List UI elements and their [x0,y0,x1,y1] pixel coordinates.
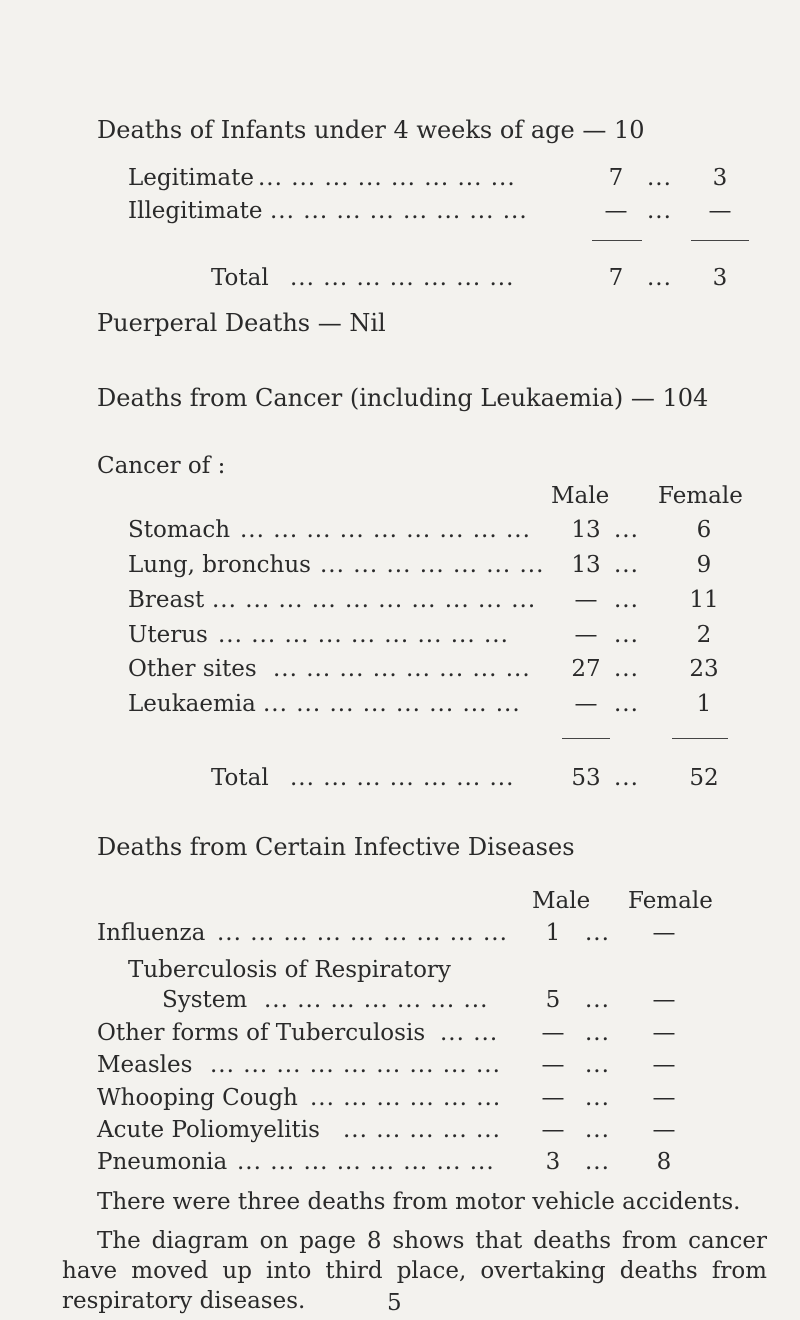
leader-dots: ... ... ... ... ... [343,1117,501,1143]
column-header-male: Male [551,483,610,509]
table-row [0,1051,800,1079]
total-label: Total [211,765,269,791]
row-value-female: — [652,1052,676,1078]
row-value-male: — [574,622,598,648]
puerperal-line: Puerperal Deaths — Nil [97,309,386,337]
row-label: Pneumonia [97,1149,228,1175]
leader-dots: ... [614,587,639,613]
row-label: Legitimate [128,165,254,191]
leader-dots: ... [585,1052,610,1078]
row-label: Other sites [128,656,257,682]
row-label: Leukaemia [128,691,256,717]
row-value-male: 13 [571,517,601,543]
total-rule [562,738,610,739]
total-rule [672,738,728,739]
leader-dots: ... [647,265,672,291]
table-row [0,655,800,683]
total-value-col2: 3 [712,265,728,291]
cancer-column-headers [0,482,800,510]
row-label: Uterus [128,622,208,648]
row-label: Illegitimate [128,198,263,224]
leader-dots: ... [614,691,639,717]
row-value-male: — [574,691,598,717]
leader-dots: ... ... ... ... ... ... ... ... [273,656,531,682]
paragraph-diagram: The diagram on page 8 shows that deaths from cancer have moved up into third place, overtaking deaths from respiratory diseases. [62,1228,767,1314]
leader-dots: ... [614,552,639,578]
leader-dots: ... [614,517,639,543]
cancer-total-row [0,764,800,792]
row-value-col2: 3 [712,165,728,191]
row-value-male: 5 [545,987,561,1013]
leader-dots: ... ... [440,1020,499,1046]
leader-dots: ... [647,198,672,224]
row-value-female: 8 [656,1149,672,1175]
row-value-col1: — [604,198,628,224]
row-label: Acute Poliomyelitis [97,1117,320,1143]
leader-dots: ... ... ... ... ... ... ... ... ... [217,920,508,946]
column-header-female: Female [658,483,743,509]
row-value-male: — [541,1052,565,1078]
row-value-male: 27 [571,656,601,682]
row-label: System [162,987,248,1013]
total-label: Total [211,265,269,291]
leader-dots: ... [585,1085,610,1111]
leader-dots: ... ... ... ... ... ... ... ... ... [218,622,509,648]
cancer-subheading: Cancer of : [97,453,226,479]
row-label: Other forms of Tuberculosis [97,1020,426,1046]
table-row [0,586,800,614]
row-value-female: — [652,1117,676,1143]
leader-dots: ... ... ... ... ... ... ... [264,987,489,1013]
total-value-col1: 7 [608,265,624,291]
leader-dots: ... ... ... ... ... ... ... ... [270,198,528,224]
row-value-col2: — [708,198,732,224]
table-row [0,1148,800,1176]
row-value-female: 23 [689,656,719,682]
row-value-male: 1 [545,920,561,946]
total-value-male: 53 [571,765,601,791]
infants-heading: Deaths of Infants under 4 weeks of age — 10 [97,116,645,144]
table-row [0,1084,800,1112]
table-row [0,1019,800,1047]
row-value-male: — [574,587,598,613]
row-value-female: — [652,1020,676,1046]
row-label: Whooping Cough [97,1085,298,1111]
leader-dots: ... [614,765,639,791]
total-rule [592,240,642,241]
table-row [0,551,800,579]
total-value-female: 52 [689,765,719,791]
row-value-female: 9 [696,552,712,578]
table-row [0,690,800,718]
table-row [0,986,800,1014]
leader-dots: ... [647,165,672,191]
row-value-male: — [541,1085,565,1111]
leader-dots: ... [614,622,639,648]
row-value-female: 6 [696,517,712,543]
leader-dots: ... [614,656,639,682]
row-value-female: — [652,1085,676,1111]
row-label: Tuberculosis of Respiratory [128,957,451,983]
column-header-female: Female [628,888,713,914]
infants-total-row [0,264,800,292]
leader-dots: ... ... ... ... ... ... ... ... ... [240,517,531,543]
table-row [0,919,800,947]
table-row [0,1116,800,1144]
row-value-female: 1 [696,691,712,717]
leader-dots: ... [585,1149,610,1175]
infective-column-headers [0,887,800,915]
row-value-male: 3 [545,1149,561,1175]
total-rule [691,240,749,241]
leader-dots: ... ... ... ... ... ... ... ... [237,1149,495,1175]
leader-dots: ... ... ... ... ... ... ... [320,552,545,578]
cancer-heading: Deaths from Cancer (including Leukaemia) — 104 [97,384,709,412]
row-value-male: — [541,1020,565,1046]
table-row [0,956,800,984]
table-row [0,516,800,544]
row-label: Stomach [128,517,231,543]
page-number: 5 [387,1290,402,1316]
leader-dots: ... [585,987,610,1013]
leader-dots: ... ... ... ... ... ... ... ... [263,691,521,717]
row-value-male: 13 [571,552,601,578]
leader-dots: ... ... ... ... ... ... ... ... [258,165,516,191]
row-label: Lung, bronchus [128,552,311,578]
column-header-male: Male [532,888,591,914]
row-value-female: — [652,920,676,946]
leader-dots: ... [585,1117,610,1143]
row-label: Measles [97,1052,193,1078]
infants-row-illegitimate [0,197,800,225]
infants-row-legitimate [0,164,800,192]
row-value-col1: 7 [608,165,624,191]
leader-dots: ... ... ... ... ... ... ... ... ... ... [212,587,537,613]
row-value-female: — [652,987,676,1013]
leader-dots: ... ... ... ... ... ... ... [290,265,515,291]
row-value-female: 11 [689,587,719,613]
leader-dots: ... [585,1020,610,1046]
row-label: Influenza [97,920,206,946]
leader-dots: ... ... ... ... ... ... ... ... ... [210,1052,501,1078]
row-value-male: — [541,1117,565,1143]
infective-heading: Deaths from Certain Infective Diseases [97,833,575,861]
leader-dots: ... [585,920,610,946]
table-row [0,621,800,649]
leader-dots: ... ... ... ... ... ... [310,1085,502,1111]
leader-dots: ... ... ... ... ... ... ... [290,765,515,791]
row-value-female: 2 [696,622,712,648]
paragraph-accidents: There were three deaths from motor vehicle accidents. [97,1189,741,1215]
row-label: Breast [128,587,205,613]
